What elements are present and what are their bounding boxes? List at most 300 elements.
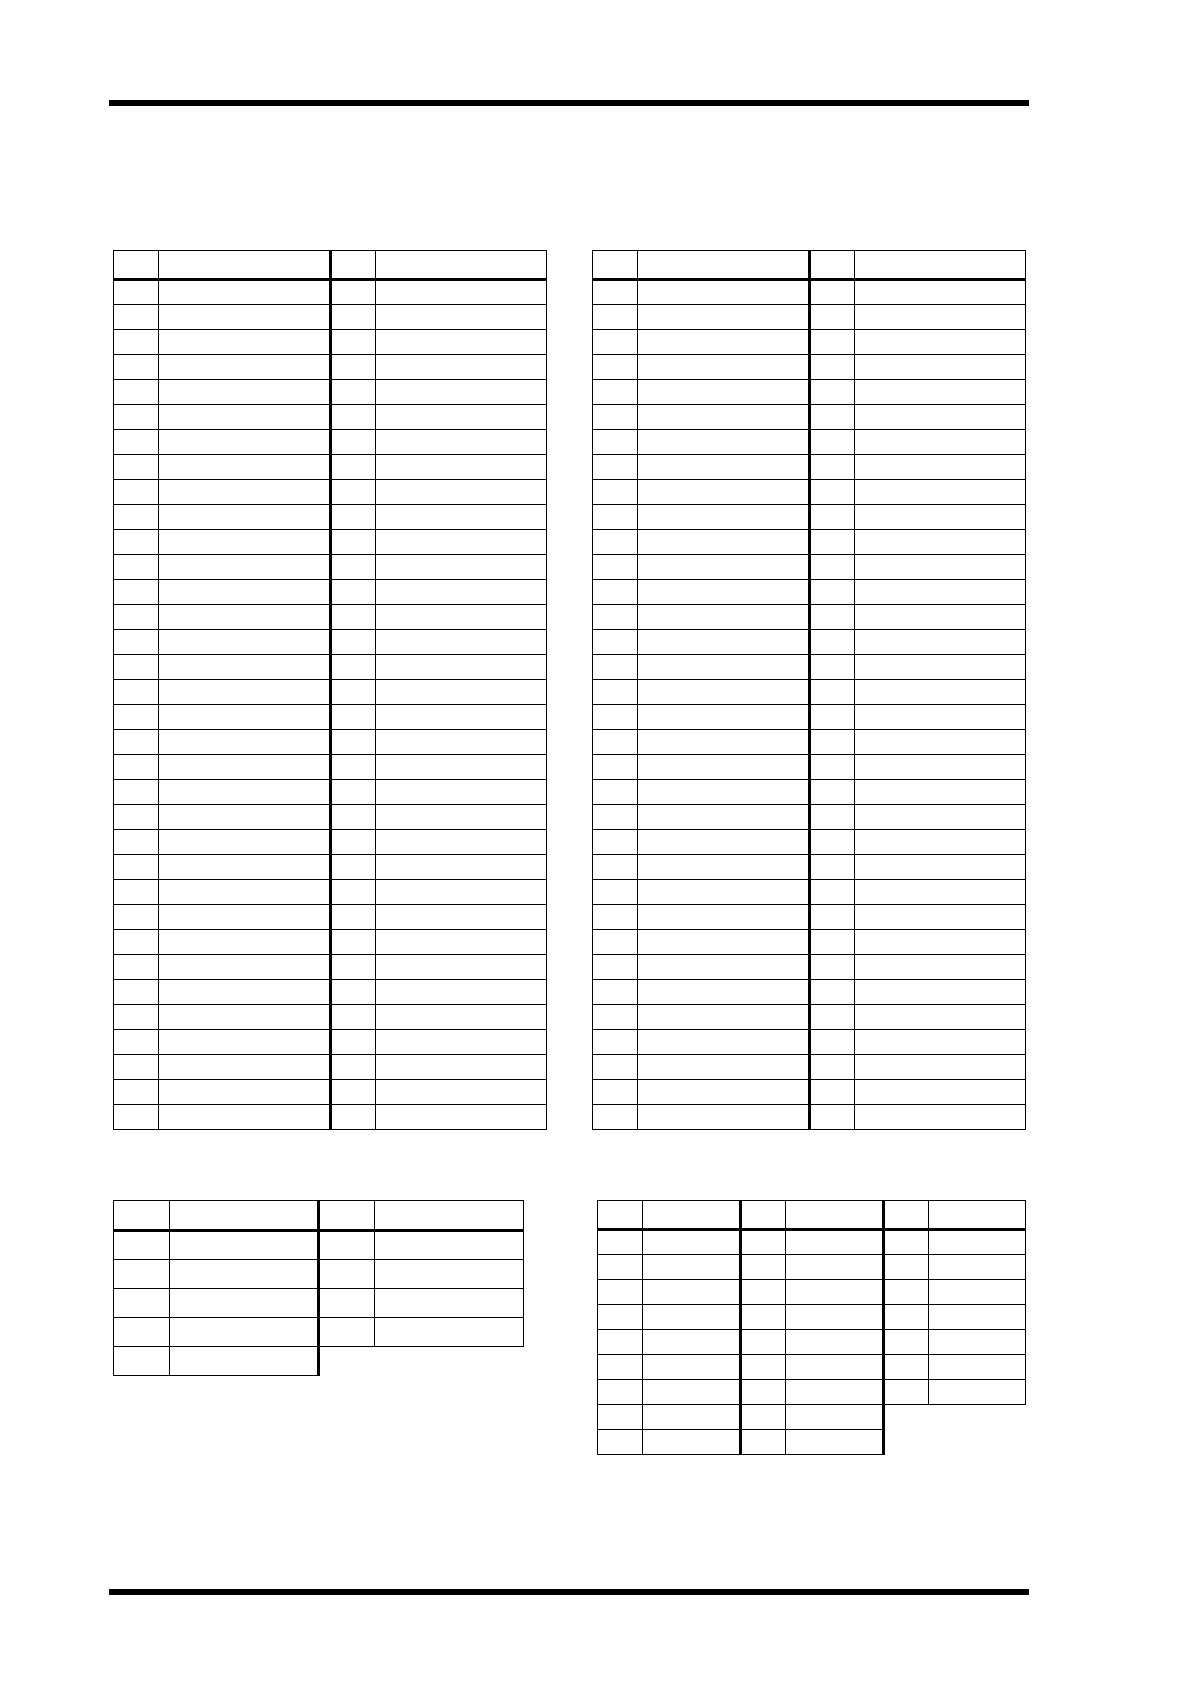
name-cell xyxy=(376,505,547,530)
name-cell xyxy=(638,930,810,955)
header-rule xyxy=(109,100,1029,106)
number-cell xyxy=(331,530,376,555)
name-cell xyxy=(170,1201,319,1231)
number-cell xyxy=(810,705,855,730)
name-cell xyxy=(159,480,331,505)
name-cell xyxy=(376,430,547,455)
number-cell xyxy=(810,955,855,980)
number-cell xyxy=(331,830,376,855)
table-row xyxy=(114,430,547,455)
table-row xyxy=(114,655,547,680)
name-cell xyxy=(638,655,810,680)
name-cell xyxy=(376,580,547,605)
name-cell xyxy=(376,680,547,705)
table-row xyxy=(593,830,1026,855)
number-cell xyxy=(593,630,638,655)
name-cell xyxy=(170,1260,319,1289)
empty-cell xyxy=(929,1430,1026,1455)
table-a-body xyxy=(114,251,547,1130)
number-cell xyxy=(331,780,376,805)
name-cell xyxy=(855,305,1026,330)
number-cell xyxy=(593,730,638,755)
number-cell xyxy=(114,880,159,905)
name-cell xyxy=(855,980,1026,1005)
table-row xyxy=(114,880,547,905)
table-row xyxy=(114,555,547,580)
number-cell xyxy=(810,455,855,480)
name-cell xyxy=(159,1030,331,1055)
name-cell xyxy=(638,251,810,280)
number-cell xyxy=(593,405,638,430)
name-cell xyxy=(929,1330,1026,1355)
number-cell xyxy=(593,1105,638,1130)
name-cell xyxy=(376,251,547,280)
name-cell xyxy=(376,1055,547,1080)
name-cell xyxy=(376,530,547,555)
number-cell xyxy=(331,505,376,530)
name-cell xyxy=(638,1080,810,1105)
number-cell xyxy=(810,580,855,605)
number-cell xyxy=(331,1080,376,1105)
number-cell xyxy=(114,480,159,505)
table-row xyxy=(114,855,547,880)
number-cell xyxy=(114,1030,159,1055)
name-cell xyxy=(376,755,547,780)
number-cell xyxy=(810,280,855,305)
header-row xyxy=(114,1201,524,1231)
header-row xyxy=(593,251,1026,280)
name-cell xyxy=(643,1330,741,1355)
table-row xyxy=(593,755,1026,780)
table-row xyxy=(114,580,547,605)
table-row xyxy=(114,380,547,405)
number-cell xyxy=(593,805,638,830)
name-cell xyxy=(159,1005,331,1030)
table-row xyxy=(593,580,1026,605)
name-cell xyxy=(855,251,1026,280)
table-row xyxy=(593,605,1026,630)
table-row xyxy=(593,955,1026,980)
name-cell xyxy=(638,705,810,730)
table-row xyxy=(593,880,1026,905)
name-cell xyxy=(376,830,547,855)
number-cell xyxy=(810,330,855,355)
number-cell xyxy=(114,655,159,680)
table-row xyxy=(593,630,1026,655)
table-row xyxy=(114,355,547,380)
table-row xyxy=(593,355,1026,380)
empty-cell xyxy=(319,1347,375,1376)
table-row xyxy=(593,305,1026,330)
name-cell xyxy=(643,1430,741,1455)
number-cell xyxy=(593,755,638,780)
name-cell xyxy=(638,1055,810,1080)
table-row xyxy=(114,630,547,655)
number-cell xyxy=(114,1055,159,1080)
table-row xyxy=(593,1080,1026,1105)
number-cell xyxy=(741,1255,786,1280)
name-cell xyxy=(786,1355,884,1380)
table-row xyxy=(114,1318,524,1347)
name-cell xyxy=(855,1005,1026,1030)
number-cell xyxy=(331,555,376,580)
reference-table-c xyxy=(113,1200,524,1376)
name-cell xyxy=(159,880,331,905)
number-cell xyxy=(810,305,855,330)
name-cell xyxy=(786,1380,884,1405)
number-cell xyxy=(810,880,855,905)
name-cell xyxy=(159,805,331,830)
name-cell xyxy=(638,580,810,605)
number-cell xyxy=(114,1289,170,1318)
number-cell xyxy=(331,605,376,630)
name-cell xyxy=(376,955,547,980)
table-row xyxy=(114,1055,547,1080)
name-cell xyxy=(786,1330,884,1355)
number-cell xyxy=(810,1055,855,1080)
name-cell xyxy=(376,280,547,305)
table-row xyxy=(114,1080,547,1105)
number-cell xyxy=(319,1260,375,1289)
name-cell xyxy=(376,405,547,430)
number-cell xyxy=(593,555,638,580)
table-row xyxy=(593,380,1026,405)
number-cell xyxy=(114,755,159,780)
table-row xyxy=(114,755,547,780)
number-cell xyxy=(593,430,638,455)
name-cell xyxy=(855,1105,1026,1130)
name-cell xyxy=(855,355,1026,380)
name-cell xyxy=(786,1230,884,1255)
name-cell xyxy=(638,1105,810,1130)
number-cell xyxy=(114,1318,170,1347)
number-cell xyxy=(810,630,855,655)
number-cell xyxy=(810,251,855,280)
name-cell xyxy=(159,755,331,780)
table-row xyxy=(598,1405,1026,1430)
name-cell xyxy=(855,405,1026,430)
name-cell xyxy=(638,380,810,405)
name-cell xyxy=(159,730,331,755)
name-cell xyxy=(159,380,331,405)
number-cell xyxy=(114,455,159,480)
name-cell xyxy=(638,1005,810,1030)
number-cell xyxy=(331,705,376,730)
number-cell xyxy=(331,430,376,455)
number-cell xyxy=(810,655,855,680)
name-cell xyxy=(643,1255,741,1280)
number-cell xyxy=(319,1289,375,1318)
number-cell xyxy=(593,455,638,480)
number-cell xyxy=(741,1230,786,1255)
number-cell xyxy=(114,580,159,605)
number-cell xyxy=(741,1280,786,1305)
number-cell xyxy=(810,1005,855,1030)
name-cell xyxy=(638,980,810,1005)
name-cell xyxy=(376,1080,547,1105)
name-cell xyxy=(638,880,810,905)
name-cell xyxy=(376,480,547,505)
number-cell xyxy=(593,780,638,805)
name-cell xyxy=(638,280,810,305)
number-cell xyxy=(593,305,638,330)
table-row xyxy=(593,705,1026,730)
number-cell xyxy=(593,955,638,980)
name-cell xyxy=(376,555,547,580)
number-cell xyxy=(114,1231,170,1260)
number-cell xyxy=(593,680,638,705)
name-cell xyxy=(638,605,810,630)
table-row xyxy=(593,530,1026,555)
number-cell xyxy=(331,905,376,930)
number-cell xyxy=(114,930,159,955)
number-cell xyxy=(114,330,159,355)
name-cell xyxy=(638,905,810,930)
number-cell xyxy=(884,1380,929,1405)
name-cell xyxy=(643,1355,741,1380)
name-cell xyxy=(170,1289,319,1318)
number-cell xyxy=(319,1318,375,1347)
number-cell xyxy=(884,1230,929,1255)
table-row xyxy=(114,680,547,705)
number-cell xyxy=(593,880,638,905)
table-row xyxy=(114,1289,524,1318)
name-cell xyxy=(638,855,810,880)
number-cell xyxy=(114,905,159,930)
name-cell xyxy=(638,730,810,755)
number-cell xyxy=(884,1201,929,1230)
number-cell xyxy=(598,1201,643,1230)
name-cell xyxy=(376,1105,547,1130)
table-row xyxy=(593,1055,1026,1080)
name-cell xyxy=(638,1030,810,1055)
number-cell xyxy=(114,430,159,455)
name-cell xyxy=(638,830,810,855)
number-cell xyxy=(331,1030,376,1055)
number-cell xyxy=(319,1231,375,1260)
number-cell xyxy=(741,1355,786,1380)
number-cell xyxy=(331,805,376,830)
number-cell xyxy=(810,1105,855,1130)
number-cell xyxy=(331,251,376,280)
name-cell xyxy=(159,280,331,305)
number-cell xyxy=(114,955,159,980)
number-cell xyxy=(810,355,855,380)
name-cell xyxy=(638,630,810,655)
table-row xyxy=(593,1105,1026,1130)
number-cell xyxy=(598,1405,643,1430)
number-cell xyxy=(114,505,159,530)
table-row xyxy=(114,1005,547,1030)
number-cell xyxy=(810,430,855,455)
table-row xyxy=(593,480,1026,505)
number-cell xyxy=(741,1380,786,1405)
name-cell xyxy=(159,430,331,455)
number-cell xyxy=(593,1080,638,1105)
number-cell xyxy=(810,855,855,880)
number-cell xyxy=(593,480,638,505)
footer-rule xyxy=(109,1589,1029,1595)
number-cell xyxy=(114,805,159,830)
name-cell xyxy=(159,455,331,480)
name-cell xyxy=(929,1201,1026,1230)
number-cell xyxy=(114,1260,170,1289)
name-cell xyxy=(159,580,331,605)
number-cell xyxy=(598,1430,643,1455)
name-cell xyxy=(855,930,1026,955)
number-cell xyxy=(598,1355,643,1380)
number-cell xyxy=(114,530,159,555)
name-cell xyxy=(855,530,1026,555)
name-cell xyxy=(855,1030,1026,1055)
number-cell xyxy=(331,855,376,880)
name-cell xyxy=(855,480,1026,505)
name-cell xyxy=(159,830,331,855)
number-cell xyxy=(810,730,855,755)
name-cell xyxy=(855,280,1026,305)
name-cell xyxy=(159,630,331,655)
number-cell xyxy=(598,1305,643,1330)
table-row xyxy=(593,405,1026,430)
name-cell xyxy=(855,455,1026,480)
number-cell xyxy=(114,1347,170,1376)
number-cell xyxy=(331,1105,376,1130)
name-cell xyxy=(643,1305,741,1330)
number-cell xyxy=(810,605,855,630)
number-cell xyxy=(810,755,855,780)
table-row xyxy=(114,805,547,830)
number-cell xyxy=(741,1430,786,1455)
table-row xyxy=(593,730,1026,755)
number-cell xyxy=(331,680,376,705)
number-cell xyxy=(593,655,638,680)
name-cell xyxy=(786,1405,884,1430)
name-cell xyxy=(638,430,810,455)
name-cell xyxy=(376,980,547,1005)
table-row xyxy=(114,930,547,955)
number-cell xyxy=(810,530,855,555)
table-row xyxy=(114,530,547,555)
name-cell xyxy=(786,1201,884,1230)
name-cell xyxy=(638,305,810,330)
table-row xyxy=(114,305,547,330)
name-cell xyxy=(855,1055,1026,1080)
number-cell xyxy=(810,980,855,1005)
name-cell xyxy=(170,1231,319,1260)
name-cell xyxy=(376,805,547,830)
name-cell xyxy=(376,905,547,930)
name-cell xyxy=(638,805,810,830)
number-cell xyxy=(331,280,376,305)
name-cell xyxy=(855,780,1026,805)
number-cell xyxy=(593,330,638,355)
name-cell xyxy=(159,930,331,955)
number-cell xyxy=(331,730,376,755)
name-cell xyxy=(638,555,810,580)
number-cell xyxy=(114,280,159,305)
table-row xyxy=(593,805,1026,830)
number-cell xyxy=(810,930,855,955)
name-cell xyxy=(375,1201,524,1231)
empty-cell xyxy=(929,1405,1026,1430)
name-cell xyxy=(638,330,810,355)
number-cell xyxy=(114,705,159,730)
number-cell xyxy=(810,480,855,505)
name-cell xyxy=(643,1201,741,1230)
number-cell xyxy=(114,405,159,430)
number-cell xyxy=(114,980,159,1005)
name-cell xyxy=(159,1080,331,1105)
number-cell xyxy=(810,405,855,430)
name-cell xyxy=(376,305,547,330)
number-cell xyxy=(593,1030,638,1055)
number-cell xyxy=(593,530,638,555)
number-cell xyxy=(593,980,638,1005)
number-cell xyxy=(593,1055,638,1080)
name-cell xyxy=(786,1305,884,1330)
number-cell xyxy=(114,1080,159,1105)
table-b-body xyxy=(593,251,1026,1130)
name-cell xyxy=(375,1231,524,1260)
name-cell xyxy=(376,330,547,355)
number-cell xyxy=(114,855,159,880)
table-row xyxy=(114,730,547,755)
name-cell xyxy=(375,1318,524,1347)
number-cell xyxy=(114,555,159,580)
number-cell xyxy=(598,1230,643,1255)
number-cell xyxy=(114,630,159,655)
table-row xyxy=(598,1355,1026,1380)
name-cell xyxy=(855,605,1026,630)
number-cell xyxy=(331,405,376,430)
header-row xyxy=(598,1201,1026,1230)
name-cell xyxy=(159,555,331,580)
name-cell xyxy=(159,330,331,355)
table-row xyxy=(114,605,547,630)
table-row xyxy=(114,505,547,530)
number-cell xyxy=(598,1255,643,1280)
table-row xyxy=(114,980,547,1005)
number-cell xyxy=(331,955,376,980)
number-cell xyxy=(810,780,855,805)
table-row xyxy=(593,455,1026,480)
number-cell xyxy=(593,905,638,930)
name-cell xyxy=(929,1380,1026,1405)
number-cell xyxy=(331,630,376,655)
empty-cell xyxy=(375,1347,524,1376)
table-row xyxy=(593,505,1026,530)
name-cell xyxy=(855,830,1026,855)
name-cell xyxy=(376,655,547,680)
name-cell xyxy=(638,480,810,505)
name-cell xyxy=(376,355,547,380)
number-cell xyxy=(331,980,376,1005)
name-cell xyxy=(159,405,331,430)
number-cell xyxy=(331,355,376,380)
name-cell xyxy=(376,855,547,880)
number-cell xyxy=(810,805,855,830)
number-cell xyxy=(741,1405,786,1430)
number-cell xyxy=(741,1330,786,1355)
table-row xyxy=(114,455,547,480)
number-cell xyxy=(331,1055,376,1080)
number-cell xyxy=(593,855,638,880)
number-cell xyxy=(810,905,855,930)
name-cell xyxy=(643,1230,741,1255)
name-cell xyxy=(159,530,331,555)
name-cell xyxy=(376,605,547,630)
name-cell xyxy=(376,1030,547,1055)
